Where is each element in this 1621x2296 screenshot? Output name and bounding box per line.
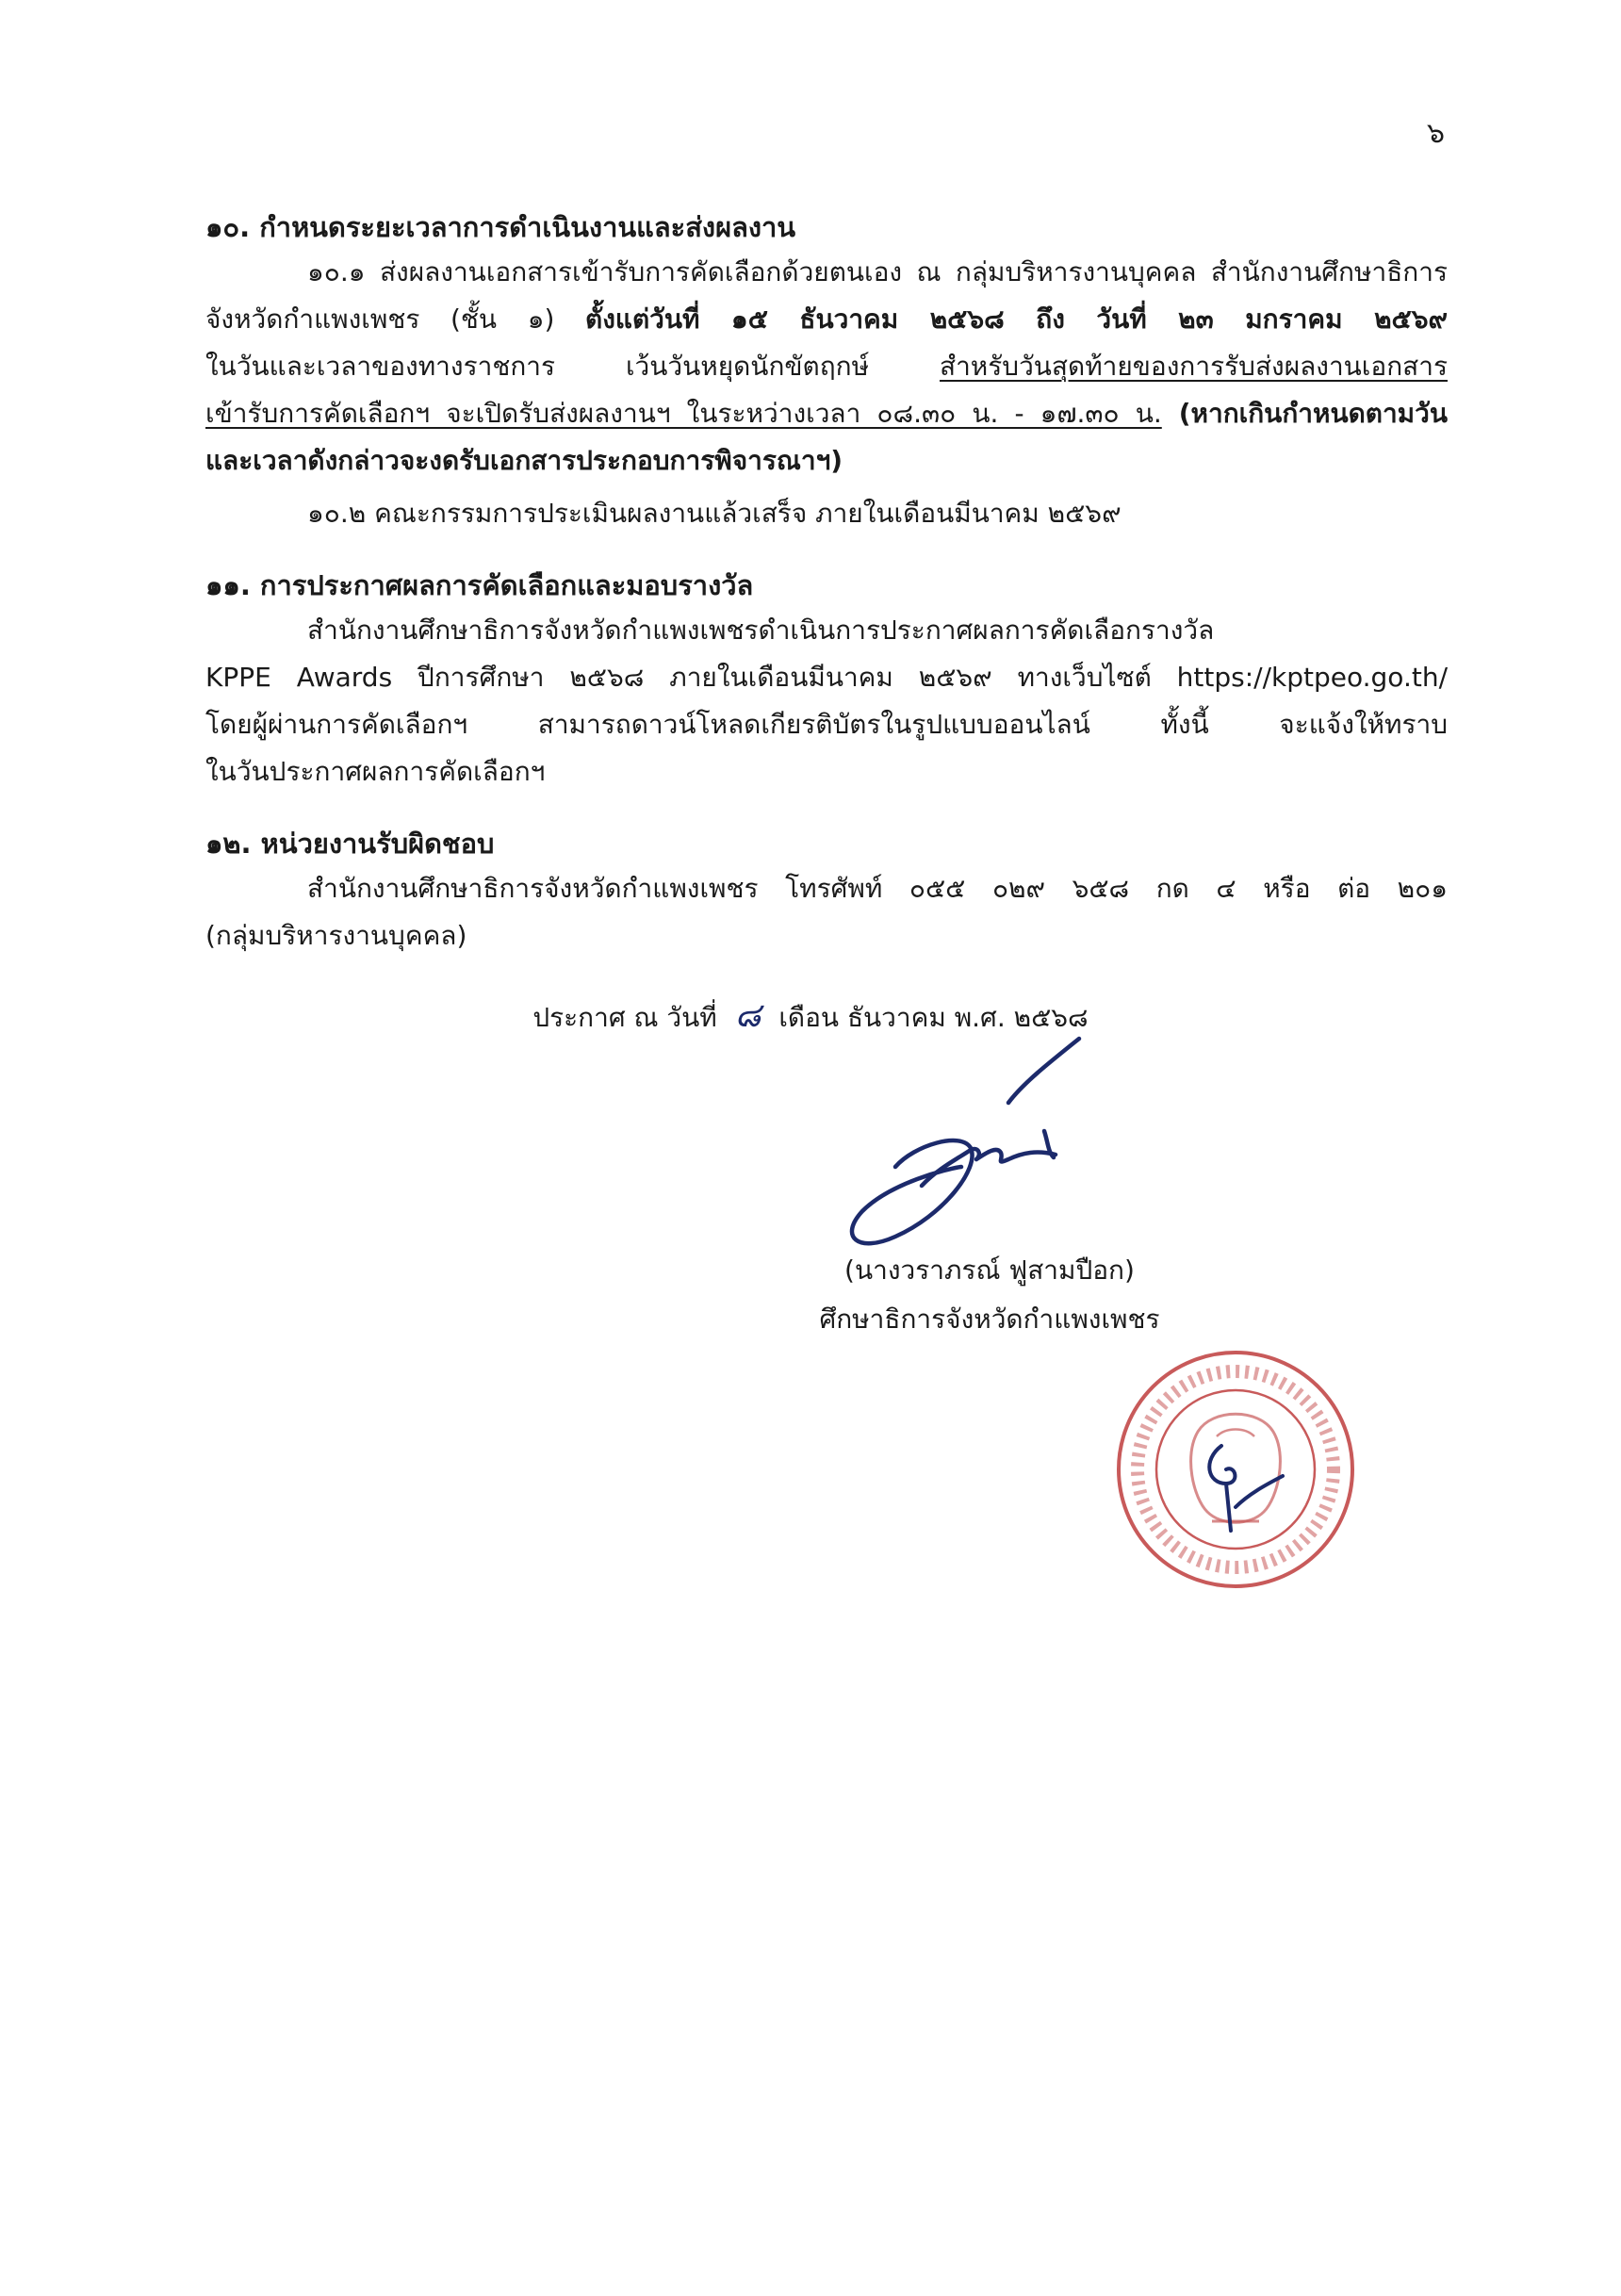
section-12-line-2: (กลุ่มบริหารงานบุคคล) — [205, 920, 467, 951]
section-10-heading: ๑๐. กำหนดระยะเวลาการดำเนินงานและส่งผลงาน — [205, 211, 796, 243]
section-10-item-1-line-2 — [205, 303, 1448, 336]
submission-date-range: ตั้งแต่วันที่ ๑๕ ธันวาคม ๒๕๖๘ ถึง วันที่ ๒๓ มกราคม ๒๕๖๙ — [585, 303, 1448, 335]
signature-icon — [829, 1027, 1112, 1254]
section-11-heading: ๑๑. การประกาศผลการคัดเลือกและมอบรางวัล — [205, 569, 754, 601]
signer-position: ศึกษาธิการจังหวัดกำแพงเพชร — [819, 1304, 1160, 1335]
section-11-line-4: ในวันประกาศผลการคัดเลือกฯ — [205, 756, 546, 787]
announcement-suffix: เดือน ธันวาคม พ.ศ. ๒๕๖๘ — [778, 1002, 1089, 1033]
official-seal-icon — [1108, 1342, 1363, 1597]
last-day-note-part-1: สำหรับวันสุดท้ายของการรับส่งผลงานเอกสาร — [939, 351, 1448, 382]
section-10-item-1-line-4 — [205, 398, 1448, 430]
section-11-line-2: KPPE Awards ปีการศึกษา ๒๕๖๘ ภายในเดือนมีนาคม ๒๕๖๙ ทางเว็บไซต์ https://kptpeo.go.th/ — [205, 662, 1448, 693]
section-12-heading: ๑๒. หน่วยงานรับผิดชอบ — [205, 828, 495, 860]
section-10-item-1-line-1: ๑๐.๑ ส่งผลงานเอกสารเข้ารับการคัดเลือกด้วยตนเอง ณ กลุ่มบริหารงานบุคคล สำนักงานศึกษาธิการ — [307, 256, 1448, 287]
late-warning-part-1: (หากเกินกำหนดตามวัน — [1161, 398, 1449, 429]
section-10-item-1-line-5 — [205, 445, 1448, 477]
section-10-item-1-line-3 — [205, 351, 1448, 383]
announcement-prefix: ประกาศ ณ วันที่ — [532, 1002, 717, 1033]
section-11-line-1: สำนักงานศึกษาธิการจังหวัดกำแพงเพชรดำเนินการประกาศผลการคัดเลือกรางวัล — [307, 615, 1215, 646]
section-11-line-3: โดยผู้ผ่านการคัดเลือกฯ สามารถดาวน์โหลดเกียรติบัตรในรูปแบบออนไลน์ ทั้งนี้ จะแจ้งให้ทราบ — [205, 709, 1448, 740]
announcement-date — [0, 988, 1621, 1041]
handwritten-day: ๘ — [734, 996, 761, 1035]
late-warning-part-2: และเวลาดังกล่าวจะงดรับเอกสารประกอบการพิจารณาฯ) — [205, 445, 843, 476]
section-12-line-1: สำนักงานศึกษาธิการจังหวัดกำแพงเพชร โทรศัพท์ ๐๕๕ ๐๒๙ ๖๕๘ กด ๔ หรือ ต่อ ๒๐๑ — [307, 873, 1448, 904]
last-day-note-part-2: เข้ารับการคัดเลือกฯ จะเปิดรับส่งผลงานฯ ในระหว่างเวลา ๐๘.๓๐ น. - ๑๗.๓๐ น. — [205, 398, 1162, 429]
line-3-plain: ในวันและเวลาของทางราชการ เว้นวันหยุดนักขัตฤกษ์ — [205, 351, 940, 382]
page-number: ๖ — [1427, 117, 1446, 150]
signer-name: (นางวราภรณ์ ฟูสามปือก) — [844, 1255, 1135, 1286]
line-2-plain: จังหวัดกำแพงเพชร (ชั้น ๑) — [205, 303, 586, 335]
section-10-item-2: ๑๐.๒ คณะกรรมการประเมินผลงานแล้วเสร็จ ภายในเดือนมีนาคม ๒๕๖๙ — [307, 498, 1122, 529]
